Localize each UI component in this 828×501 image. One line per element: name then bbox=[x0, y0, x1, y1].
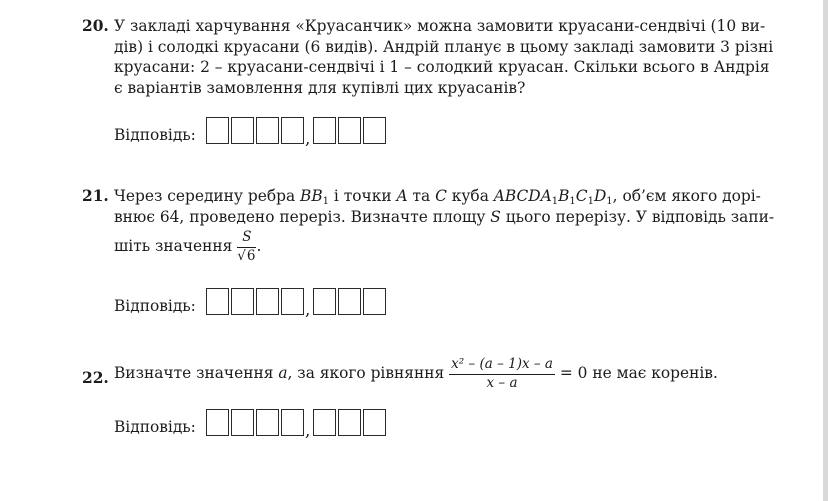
answer-digit-box[interactable] bbox=[281, 117, 304, 144]
fraction-equation: $\frac{\text{x² – (a – 1)x – a}}{x - a}$ bbox=[451, 356, 553, 391]
text-line: дів) і солодкі круасани (6 видів). Андрій планує в цьому закладі замовити 3 різні bbox=[114, 37, 774, 56]
answer-decimal-box[interactable] bbox=[338, 409, 361, 436]
problem-number: 20. bbox=[82, 17, 109, 35]
text-line: круасани: 2 – круасани-сендвічі і 1 – солодкий круасан. Скільки всього в Андрія bbox=[114, 58, 770, 76]
text-line: шіть значення $\frac{S}{√6}$ . bbox=[114, 229, 262, 264]
answer-digit-box[interactable] bbox=[231, 409, 254, 436]
answer-digit-box[interactable] bbox=[231, 288, 254, 315]
text-line: є варіантів замовлення для купівлі цих круасанів? bbox=[114, 78, 526, 97]
fraction-s-over-sqrt6: $\frac{S}{√6}$ bbox=[237, 229, 256, 264]
text-line: У закладі харчування «Круасанчик» можна замовити круасани-сендвічі (10 ви- bbox=[114, 17, 766, 35]
page-edge bbox=[823, 0, 828, 501]
answer-label: Відповідь: bbox=[114, 418, 196, 436]
answer-decimal-box[interactable] bbox=[363, 409, 386, 436]
answer-decimal-box[interactable] bbox=[313, 409, 336, 436]
answer-decimal-box[interactable] bbox=[363, 117, 386, 144]
answer-decimal-box[interactable] bbox=[338, 117, 361, 144]
answer-boxes bbox=[206, 409, 388, 441]
answer-decimal-box[interactable] bbox=[363, 288, 386, 315]
problem-20 bbox=[82, 16, 774, 98]
problem-text bbox=[114, 358, 750, 390]
answer-label: Відповідь: bbox=[114, 126, 196, 144]
sqrt-symbol: √6 bbox=[237, 247, 256, 264]
problem-22 bbox=[82, 358, 750, 390]
problem-21 bbox=[82, 186, 775, 264]
answer-digit-box[interactable] bbox=[256, 117, 279, 144]
answer-decimal-box[interactable] bbox=[313, 288, 336, 315]
problem-number: 21. bbox=[82, 187, 109, 205]
answer-digit-box[interactable] bbox=[256, 288, 279, 315]
answer-boxes bbox=[206, 288, 388, 320]
answer-decimal-box[interactable] bbox=[338, 288, 361, 315]
problem-number: 22. bbox=[82, 369, 109, 387]
decimal-comma: , bbox=[305, 421, 311, 441]
text-line: внює 64, проведено переріз. Визначте площу S цього перерізу. У відповідь запи- bbox=[114, 207, 775, 226]
decimal-comma: , bbox=[305, 129, 311, 149]
answer-decimal-box[interactable] bbox=[313, 117, 336, 144]
answer-digit-box[interactable] bbox=[281, 288, 304, 315]
answer-boxes bbox=[206, 117, 388, 149]
answer-digit-box[interactable] bbox=[206, 409, 229, 436]
problem-text bbox=[114, 16, 774, 98]
text-line: Через середину ребра $BB_1$ і точки A та C куба $ABCDA_1B_1C_1D_1$, об’єм якого дорі- bbox=[114, 187, 761, 207]
answer-label: Відповідь: bbox=[114, 297, 196, 315]
problem-text bbox=[114, 186, 775, 264]
answer-digit-box[interactable] bbox=[256, 409, 279, 436]
answer-digit-box[interactable] bbox=[206, 288, 229, 315]
answer-digit-box[interactable] bbox=[231, 117, 254, 144]
answer-digit-box[interactable] bbox=[206, 117, 229, 144]
answer-digit-box[interactable] bbox=[281, 409, 304, 436]
decimal-comma: , bbox=[305, 300, 311, 320]
text-line: Визначте значення a, за якого рівняння $\frac{\text{x² – (a – 1)x – a}}{x - a}$ = 0 не має коренів. bbox=[114, 356, 718, 391]
